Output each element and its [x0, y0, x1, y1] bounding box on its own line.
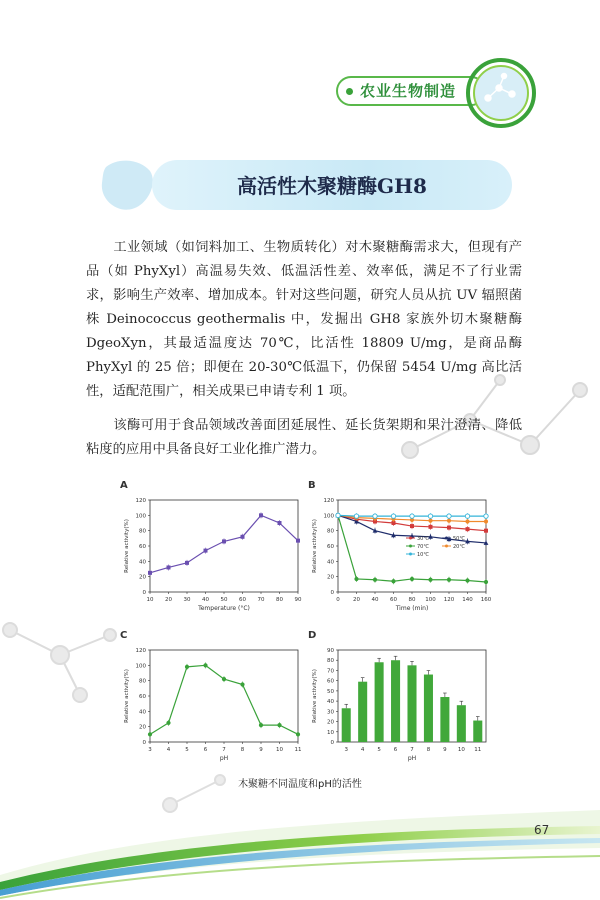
data-point: [354, 514, 358, 518]
x-tick-label: 30: [183, 597, 191, 603]
panel-label: A: [120, 480, 128, 491]
data-point: [428, 514, 432, 518]
bar: [424, 675, 433, 742]
decorative-title-blob: [98, 155, 158, 215]
bar: [358, 682, 367, 742]
y-axis-label: Relative activity(%): [312, 519, 318, 573]
data-point: [447, 578, 451, 582]
data-point: [428, 578, 432, 582]
chart-panel-c: [118, 628, 308, 763]
legend-label: 50℃: [453, 536, 465, 542]
y-tick-label: 80: [139, 678, 146, 685]
x-tick-label: 11: [294, 747, 302, 753]
bar: [440, 697, 449, 742]
y-tick-label: 40: [139, 559, 146, 566]
data-point: [222, 677, 226, 681]
bar: [342, 708, 351, 742]
x-tick-label: 100: [425, 597, 436, 603]
data-point: [410, 514, 414, 518]
y-tick-label: 20: [139, 574, 146, 581]
panel-label: D: [308, 630, 317, 641]
x-tick-label: 60: [239, 597, 246, 603]
x-tick-label: 90: [294, 597, 302, 603]
molecule-badge-icon: [466, 58, 536, 128]
data-point: [148, 732, 152, 736]
y-tick-label: 60: [139, 694, 146, 700]
data-point: [278, 521, 282, 525]
x-tick-label: 0: [336, 597, 340, 603]
x-tick-label: 10: [276, 747, 283, 753]
data-point: [296, 539, 300, 543]
x-axis-label: pH: [219, 755, 229, 762]
y-tick-label: 0: [142, 590, 146, 596]
data-point: [222, 539, 226, 543]
legend-label: 20℃: [453, 544, 465, 550]
data-point: [391, 514, 395, 518]
decorative-molecule-network-bottom: [150, 760, 250, 820]
y-tick-label: 10: [327, 729, 334, 736]
data-point: [447, 514, 451, 518]
x-tick-label: 5: [185, 747, 189, 753]
y-tick-label: 40: [327, 699, 334, 706]
y-tick-label: 90: [327, 648, 334, 654]
data-point: [484, 580, 488, 584]
x-tick-label: 5: [377, 747, 381, 753]
x-tick-label: 10: [457, 747, 465, 753]
data-point: [465, 578, 469, 582]
legend-label: 10℃: [417, 552, 429, 558]
y-tick-label: 20: [327, 574, 334, 581]
bar: [457, 705, 466, 742]
data-point: [484, 529, 488, 533]
data-point: [185, 561, 189, 565]
y-tick-label: 40: [327, 559, 334, 566]
x-tick-label: 7: [222, 747, 226, 753]
x-tick-label: 120: [443, 597, 455, 603]
x-tick-label: 60: [390, 597, 397, 603]
data-point: [166, 721, 170, 725]
x-tick-label: 8: [426, 747, 431, 753]
data-point: [465, 519, 469, 523]
x-tick-label: 140: [462, 597, 473, 603]
x-axis-label: pH: [407, 755, 417, 762]
paragraph-intro: [86, 236, 522, 404]
legend-marker: [445, 537, 448, 540]
panel-label: C: [120, 630, 128, 641]
y-tick-label: 80: [327, 528, 334, 535]
bar: [391, 660, 400, 742]
y-tick-label: 120: [135, 498, 146, 504]
data-point: [410, 577, 414, 581]
x-tick-label: 6: [393, 747, 398, 753]
legend-label: 70℃: [417, 544, 429, 550]
data-point: [484, 519, 488, 523]
data-point: [336, 513, 340, 517]
y-tick-label: 100: [323, 513, 334, 520]
y-axis-label: Relative activity(%): [124, 519, 130, 573]
y-tick-label: 70: [327, 668, 334, 675]
paragraph-application-text: 该酶可用于食品领域改善面团延展性、延长货架期和果汁澄清、降低粘度的应用中具备良好工业化推广潜力。: [86, 418, 522, 457]
y-tick-label: 60: [139, 544, 146, 550]
y-tick-label: 20: [139, 724, 146, 731]
data-point: [391, 579, 395, 583]
paragraph-application: [86, 414, 522, 462]
data-point: [465, 514, 469, 518]
plot-frame: [150, 650, 298, 742]
data-point: [484, 514, 488, 518]
data-point: [259, 513, 263, 517]
bar: [473, 721, 482, 742]
data-point: [167, 565, 171, 569]
y-tick-label: 60: [327, 544, 334, 550]
series-line-ph: [150, 665, 298, 734]
x-tick-label: 7: [410, 747, 414, 753]
x-tick-label: 80: [408, 597, 416, 603]
data-point: [204, 549, 208, 553]
x-tick-label: 160: [480, 597, 492, 603]
data-point: [203, 663, 207, 667]
y-tick-label: 20: [327, 719, 334, 726]
x-tick-label: 20: [165, 597, 172, 603]
x-axis-label: Time (min): [395, 605, 429, 612]
decorative-wave-footer: [0, 790, 600, 900]
chart-panel-a: [118, 478, 308, 613]
y-tick-label: 0: [142, 740, 146, 746]
chart-panel-b: [306, 478, 496, 613]
legend-marker: [409, 553, 412, 556]
x-tick-label: 40: [202, 597, 209, 603]
x-tick-label: 50: [220, 597, 228, 603]
legend-label: 30℃: [417, 536, 429, 542]
y-tick-label: 120: [135, 648, 146, 654]
data-point: [259, 723, 263, 727]
legend-marker: [445, 545, 448, 548]
bar: [407, 665, 416, 742]
data-point: [447, 526, 451, 530]
x-tick-label: 4: [166, 747, 171, 753]
section-tag: 农业生物制造: [360, 82, 457, 100]
y-axis-label: Relative activity(%): [124, 669, 130, 723]
x-tick-label: 8: [240, 747, 245, 753]
y-tick-label: 100: [135, 663, 146, 670]
y-axis-label: Relative activity(%): [312, 669, 318, 723]
page-number: 67: [534, 823, 550, 837]
legend-marker: [409, 545, 412, 548]
x-tick-label: 6: [203, 747, 208, 753]
data-point: [429, 525, 433, 529]
data-point: [240, 682, 244, 686]
y-tick-label: 0: [330, 740, 334, 746]
x-tick-label: 11: [474, 747, 482, 753]
legend-marker: [409, 537, 412, 540]
data-point: [354, 577, 358, 581]
figure-caption: 木聚糖不同温度和pH的活性: [238, 779, 362, 790]
y-tick-label: 80: [327, 658, 334, 665]
x-tick-label: 40: [371, 597, 379, 603]
y-tick-label: 50: [327, 688, 334, 695]
y-tick-label: 100: [135, 513, 146, 520]
data-point: [410, 524, 414, 528]
data-point: [373, 578, 377, 582]
bar: [375, 662, 384, 742]
x-tick-label: 80: [276, 597, 283, 603]
data-point: [296, 732, 300, 736]
x-tick-label: 4: [360, 747, 365, 753]
data-point: [241, 535, 245, 539]
data-point: [277, 723, 281, 727]
data-point: [373, 514, 377, 518]
x-axis-label: Temperature (°C): [198, 605, 250, 612]
y-tick-label: 0: [330, 590, 334, 596]
y-tick-label: 120: [323, 498, 334, 504]
section-tag-dot: [346, 88, 353, 95]
y-tick-label: 60: [327, 678, 334, 685]
article-title: 高活性木聚糖酶GH8: [237, 174, 427, 198]
x-tick-label: 3: [148, 747, 152, 753]
y-tick-label: 40: [139, 709, 146, 716]
chart-panel-d: [306, 628, 496, 763]
y-tick-label: 80: [139, 528, 146, 535]
x-tick-label: 9: [259, 747, 263, 753]
x-tick-label: 3: [344, 747, 348, 753]
x-tick-label: 10: [146, 597, 154, 603]
data-point: [148, 571, 152, 575]
plot-frame: [150, 500, 298, 592]
data-point: [447, 519, 451, 523]
x-tick-label: 9: [443, 747, 447, 753]
y-tick-label: 30: [327, 709, 334, 716]
panel-label: B: [308, 480, 316, 491]
data-point: [428, 519, 432, 523]
data-point: [185, 665, 189, 669]
x-tick-label: 20: [353, 597, 360, 603]
paragraph-intro-text: 工业领域（如饲料加工、生物质转化）对木聚糖酶需求大，但现有产品（如 PhyXyl）高温易失效、低温活性差、效率低，满足不了行业需求，影响生产效率、增加成本。针对这些问题，研究人员从抗 UV 辐照菌株 Deinococcus geothermalis 中，发掘出 GH8 家族外切木聚糖酶 DgeoXyn，其最适温度达 70℃，比活性 18809 U/mg，是商品酶 PhyXyl 的 25 倍；即便在 20-30℃低温下，仍保留 5454 U/mg 高比活性，适配范围广，相关成果已申请专利 1 项。: [86, 240, 522, 399]
data-point: [466, 527, 470, 531]
x-tick-label: 70: [257, 597, 265, 603]
